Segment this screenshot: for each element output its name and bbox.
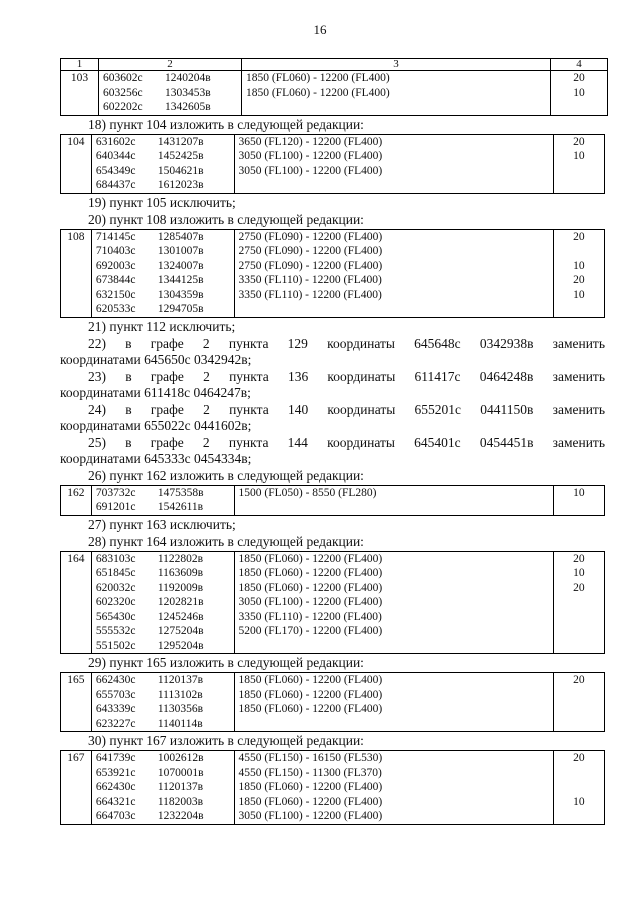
width-value xyxy=(558,244,600,259)
altitude-cell xyxy=(234,673,553,732)
latitude: 653921с xyxy=(95,766,136,779)
width-cell xyxy=(553,485,604,515)
coordinates-cell xyxy=(91,485,234,515)
altitude-range: 1850 (FL060) - 12200 (FL400) xyxy=(238,567,383,579)
latitude: 684437с xyxy=(95,179,136,191)
altitude-range: 4550 (FL150) - 16150 (FL530) xyxy=(238,752,383,764)
latitude: 703732с xyxy=(95,486,136,499)
latitude: 565430с xyxy=(95,610,136,623)
coordinate-line xyxy=(96,259,230,274)
longitude: 1324007в xyxy=(157,259,204,272)
table-row xyxy=(61,229,605,317)
coordinate-line xyxy=(96,566,230,581)
coordinate-line xyxy=(96,639,230,654)
coordinate-line xyxy=(103,86,237,101)
width-cell xyxy=(553,751,604,825)
width-cell xyxy=(553,134,604,193)
airspace-table xyxy=(60,485,605,516)
altitude-range: 1850 (FL060) - 12200 (FL400) xyxy=(238,674,383,686)
latitude: 691201с xyxy=(95,501,136,513)
item-number-cell xyxy=(61,71,99,116)
altitude-range: 1850 (FL060) - 12200 (FL400) xyxy=(238,552,383,565)
paragraph-continuation: координатами 645333с 0454334в; xyxy=(60,450,252,466)
longitude: 1301007в xyxy=(157,245,204,257)
latitude: 623227с xyxy=(95,717,136,730)
coordinate-line xyxy=(96,552,230,567)
coordinate-line xyxy=(96,230,230,245)
longitude: 1120137в xyxy=(157,781,204,793)
altitude-range: 3050 (FL100) - 12200 (FL400) xyxy=(238,810,383,822)
coordinates-cell xyxy=(91,229,234,317)
instruction-line: 30) пункт 167 изложить в следующей редакции: xyxy=(88,733,364,748)
latitude: 683103с xyxy=(95,552,136,565)
airspace-table xyxy=(60,672,605,732)
column-header: 2 xyxy=(99,59,242,71)
item-number: 164 xyxy=(67,552,85,565)
altitude-range: 1850 (FL060) - 12200 (FL400) xyxy=(238,688,383,701)
paragraph-first-line: 22) в графе 2 пункта 129 координаты 645648с 0342938в заменить xyxy=(88,335,605,351)
altitude-range: 1500 (FL050) - 8550 (FL280) xyxy=(238,486,377,499)
altitude-cell xyxy=(242,71,551,116)
coordinate-line xyxy=(96,581,230,596)
latitude: 662430с xyxy=(95,781,136,793)
latitude: 654349с xyxy=(95,164,136,177)
latitude: 640344с xyxy=(95,150,136,162)
coordinate-line xyxy=(96,673,230,688)
altitude-range: 1850 (FL060) - 12200 (FL400) xyxy=(238,781,383,793)
altitude-range: 4550 (FL150) - 11300 (FL370) xyxy=(238,766,382,779)
longitude: 1232204в xyxy=(157,810,204,822)
latitude: 603256с xyxy=(103,86,143,99)
latitude: 710403с xyxy=(95,245,136,257)
longitude: 1202821в xyxy=(157,596,204,608)
item-number: 165 xyxy=(67,674,85,686)
width-value xyxy=(558,780,600,795)
coordinate-line xyxy=(96,795,230,810)
longitude: 1163609в xyxy=(157,567,204,579)
latitude: 714145с xyxy=(95,230,136,243)
item-number-cell xyxy=(61,751,92,825)
airspace-table xyxy=(60,58,608,116)
table-row xyxy=(61,751,605,825)
altitude-range: 2750 (FL090) - 12200 (FL400) xyxy=(238,259,383,272)
instruction-paragraph xyxy=(60,336,605,368)
altitude-cell xyxy=(234,551,553,654)
latitude: 641739с xyxy=(95,752,136,764)
longitude: 1342605в xyxy=(165,101,211,113)
width-value: 10 xyxy=(573,150,585,162)
latitude: 662430с xyxy=(95,674,136,686)
longitude: 1120137в xyxy=(157,674,204,686)
longitude: 1245246в xyxy=(157,610,204,623)
latitude: 692003с xyxy=(95,259,136,272)
coordinates-cell xyxy=(91,134,234,193)
longitude: 1431207в xyxy=(157,135,204,148)
altitude-range: 3350 (FL110) - 12200 (FL400) xyxy=(238,274,382,286)
item-number: 162 xyxy=(67,486,85,499)
coordinates-cell xyxy=(91,751,234,825)
longitude: 1240204в xyxy=(165,72,211,84)
longitude: 1475358в xyxy=(157,486,204,499)
altitude-range: 1850 (FL060) - 12200 (FL400) xyxy=(246,72,390,84)
table-row xyxy=(61,71,608,116)
column-header: 3 xyxy=(242,59,551,71)
column-header: 1 xyxy=(61,59,99,71)
instruction-line: 27) пункт 163 исключить; xyxy=(88,516,236,532)
latitude: 664703с xyxy=(95,810,136,822)
latitude: 602320с xyxy=(95,596,136,608)
coordinate-line xyxy=(96,288,230,303)
latitude: 620032с xyxy=(95,581,136,594)
airspace-table xyxy=(60,750,605,825)
instruction-line: 26) пункт 162 изложить в следующей редакции: xyxy=(88,467,364,483)
latitude: 643339с xyxy=(95,703,136,715)
item-number: 104 xyxy=(67,135,85,148)
coordinate-line xyxy=(96,149,230,164)
longitude: 1452425в xyxy=(157,150,204,162)
document-body xyxy=(60,58,605,825)
width-value xyxy=(558,766,600,781)
coordinate-line xyxy=(96,164,230,179)
altitude-cell xyxy=(234,229,553,317)
altitude-range: 3350 (FL110) - 12200 (FL400) xyxy=(238,288,382,301)
latitude: 651845с xyxy=(95,567,136,579)
coordinate-line xyxy=(96,244,230,259)
width-value: 10 xyxy=(573,288,585,301)
table-header-row xyxy=(61,59,608,71)
longitude: 1002612в xyxy=(157,752,204,764)
altitude-range: 3350 (FL110) - 12200 (FL400) xyxy=(238,610,382,623)
width-cell xyxy=(551,71,608,116)
instruction-line: 21) пункт 112 исключить; xyxy=(88,318,236,334)
coordinates-cell xyxy=(91,551,234,654)
instruction-line: 20) пункт 108 изложить в следующей редакции: xyxy=(88,211,364,227)
item-number: 103 xyxy=(70,72,89,84)
table-row xyxy=(61,673,605,732)
width-cell xyxy=(553,229,604,317)
altitude-range: 1850 (FL060) - 12200 (FL400) xyxy=(238,795,383,808)
coordinates-cell xyxy=(99,71,242,116)
width-value: 20 xyxy=(573,552,585,565)
longitude: 1070001в xyxy=(157,766,204,779)
latitude: 603602с xyxy=(103,72,143,84)
width-cell xyxy=(553,551,604,654)
longitude: 1295204в xyxy=(157,639,204,652)
coordinate-line xyxy=(96,500,230,515)
item-number-cell xyxy=(61,229,92,317)
instruction-paragraph xyxy=(60,369,605,401)
coordinate-line xyxy=(96,273,230,288)
latitude: 664321с xyxy=(95,795,136,808)
width-value: 10 xyxy=(573,486,585,499)
latitude: 631602с xyxy=(95,135,136,148)
paragraph-first-line: 24) в графе 2 пункта 140 координаты 655201с 0441150в заменить xyxy=(88,401,605,417)
width-value: 10 xyxy=(573,795,585,808)
altitude-cell xyxy=(234,751,553,825)
altitude-range: 3650 (FL120) - 12200 (FL400) xyxy=(238,135,383,148)
width-value: 20 xyxy=(573,230,585,243)
longitude: 1303453в xyxy=(165,86,211,99)
coordinate-line xyxy=(96,135,230,150)
altitude-range: 3050 (FL100) - 12200 (FL400) xyxy=(238,164,383,177)
width-value: 20 xyxy=(573,135,585,148)
coordinate-line xyxy=(96,809,230,824)
longitude: 1542611в xyxy=(157,501,204,513)
paragraph-continuation: координатами 655022с 0441602в; xyxy=(60,417,252,433)
latitude: 551502с xyxy=(95,639,136,652)
table-row xyxy=(61,485,605,515)
width-cell xyxy=(553,673,604,732)
item-number: 108 xyxy=(67,230,85,243)
coordinate-line xyxy=(96,717,230,732)
coordinate-line xyxy=(96,780,230,795)
width-value: 10 xyxy=(573,86,585,99)
coordinate-line xyxy=(96,178,230,193)
width-value: 20 xyxy=(573,752,585,764)
width-value: 10 xyxy=(573,567,585,579)
instruction-line: 29) пункт 165 изложить в следующей редакции: xyxy=(88,655,364,670)
item-number-cell xyxy=(61,134,92,193)
longitude: 1113102в xyxy=(157,688,203,701)
paragraph-continuation: координатами 645650с 0342942в; xyxy=(60,351,252,367)
latitude: 555532с xyxy=(95,625,136,637)
coordinate-line xyxy=(96,751,230,766)
altitude-cell xyxy=(234,134,553,193)
airspace-table xyxy=(60,134,605,194)
longitude: 1504621в xyxy=(157,164,204,177)
airspace-table xyxy=(60,551,605,655)
altitude-cell xyxy=(234,485,553,515)
longitude: 1192009в xyxy=(157,581,204,594)
altitude-range: 2750 (FL090) - 12200 (FL400) xyxy=(238,230,383,243)
altitude-range: 5200 (FL170) - 12200 (FL400) xyxy=(238,625,383,637)
altitude-range: 1850 (FL060) - 12200 (FL400) xyxy=(238,703,383,715)
coordinate-line xyxy=(96,688,230,703)
paragraph-first-line: 25) в графе 2 пункта 144 координаты 645401с 0454451в заменить xyxy=(88,434,605,450)
width-value: 20 xyxy=(573,72,585,84)
instruction-line: 28) пункт 164 изложить в следующей редакции: xyxy=(88,533,364,549)
coordinate-line xyxy=(96,766,230,781)
longitude: 1285407в xyxy=(157,230,204,243)
airspace-table xyxy=(60,229,605,318)
latitude: 620533с xyxy=(95,303,136,315)
item-number-cell xyxy=(61,551,92,654)
altitude-range: 3050 (FL100) - 12200 (FL400) xyxy=(238,596,383,608)
table-row xyxy=(61,551,605,654)
coordinate-line xyxy=(103,100,237,115)
width-value: 10 xyxy=(573,259,585,272)
item-number-cell xyxy=(61,485,92,515)
coordinate-line xyxy=(96,486,230,501)
longitude: 1344125в xyxy=(157,274,204,286)
table-row xyxy=(61,134,605,193)
paragraph-continuation: координатами 611418с 0464247в; xyxy=(60,384,251,400)
column-header: 4 xyxy=(551,59,608,71)
width-value: 20 xyxy=(573,274,585,286)
width-value: 20 xyxy=(573,674,585,686)
coordinate-line xyxy=(96,702,230,717)
longitude: 1130356в xyxy=(157,703,204,715)
longitude: 1275204в xyxy=(157,625,204,637)
latitude: 655703с xyxy=(95,688,136,701)
instruction-line: 19) пункт 105 исключить; xyxy=(88,194,236,210)
item-number: 167 xyxy=(67,752,85,764)
longitude: 1182003в xyxy=(157,795,204,808)
instruction-paragraph xyxy=(60,402,605,434)
longitude: 1304359в xyxy=(157,288,204,301)
width-value: 20 xyxy=(573,581,585,594)
altitude-range: 3050 (FL100) - 12200 (FL400) xyxy=(238,150,383,162)
altitude-range: 1850 (FL060) - 12200 (FL400) xyxy=(246,86,390,99)
latitude: 632150с xyxy=(95,288,136,301)
instruction-paragraph xyxy=(60,435,605,467)
coordinate-line xyxy=(96,595,230,610)
latitude: 673844с xyxy=(95,274,136,286)
longitude: 1294705в xyxy=(157,303,204,315)
coordinate-line xyxy=(96,610,230,625)
item-number-cell xyxy=(61,673,92,732)
longitude: 1612023в xyxy=(157,179,204,191)
coordinates-cell xyxy=(91,673,234,732)
coordinate-line xyxy=(96,302,230,317)
instruction-line: 18) пункт 104 изложить в следующей редакции: xyxy=(88,116,364,132)
altitude-range: 2750 (FL090) - 12200 (FL400) xyxy=(238,245,383,257)
latitude: 602202с xyxy=(103,101,143,113)
longitude: 1140114в xyxy=(157,717,203,730)
paragraph-first-line: 23) в графе 2 пункта 136 координаты 611417с 0464248в заменить xyxy=(88,368,605,384)
coordinate-line xyxy=(96,624,230,639)
coordinate-line xyxy=(103,71,237,86)
altitude-range: 1850 (FL060) - 12200 (FL400) xyxy=(238,581,383,594)
longitude: 1122802в xyxy=(157,552,204,565)
page-number: 16 xyxy=(313,22,327,37)
